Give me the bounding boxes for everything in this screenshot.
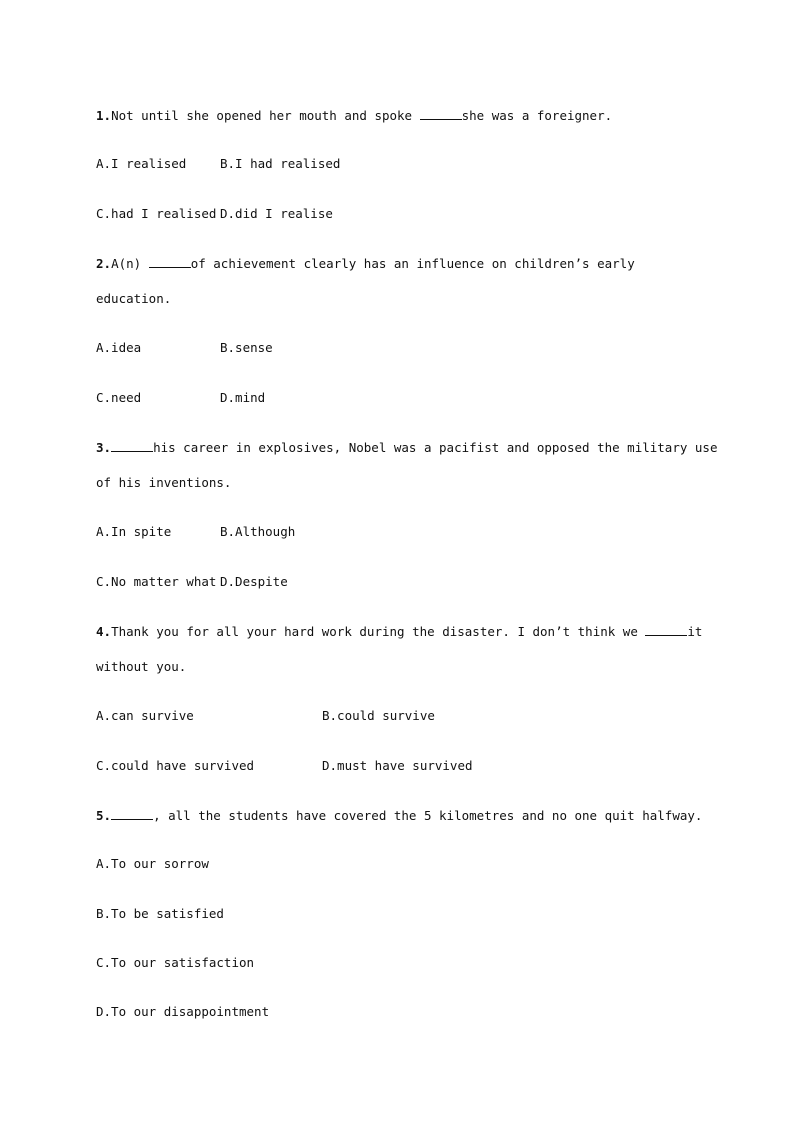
answer-blank <box>645 623 687 636</box>
option-d: D.must have survived <box>322 758 473 773</box>
question-number: 1. <box>96 108 112 123</box>
option-b: B.Although <box>220 524 296 539</box>
option-c: C.need <box>96 390 142 405</box>
option-c: C.had I realised <box>96 206 217 221</box>
question-2-stem <box>96 255 635 272</box>
stem-text: Thank you for all your hard work during the disaster. I don’t think we <box>111 624 646 639</box>
option-b: B.could survive <box>322 708 435 723</box>
question-4-stem <box>96 623 702 640</box>
stem-text: Not until she opened her mouth and spoke <box>111 108 420 123</box>
question-5-stem <box>96 807 702 824</box>
answer-blank <box>111 439 153 452</box>
option-b: B.To be satisfied <box>96 906 224 921</box>
option-c: C.No matter what <box>96 574 217 589</box>
option-a: A.To our sorrow <box>96 856 209 871</box>
option-a: A.In spite <box>96 524 172 539</box>
stem-text: of achievement clearly has an influence on children’s early <box>190 256 635 271</box>
option-d: D.Despite <box>220 574 288 589</box>
stem-text: A(n) <box>111 256 149 271</box>
exercise-page <box>96 0 718 1123</box>
question-number: 5. <box>96 808 112 823</box>
stem-text: , all the students have covered the 5 kilometres and no one quit halfway. <box>153 808 703 823</box>
stem-text: it <box>687 624 703 639</box>
option-d: D.mind <box>220 390 266 405</box>
question-4-stem-continued: without you. <box>96 659 187 674</box>
option-c: C.could have survived <box>96 758 255 773</box>
question-2-stem-continued: education. <box>96 291 172 306</box>
answer-blank <box>149 255 191 268</box>
question-3-stem <box>96 439 718 456</box>
question-1-stem <box>96 107 612 124</box>
option-a: A.idea <box>96 340 142 355</box>
option-d: D.To our disappointment <box>96 1004 270 1019</box>
answer-blank <box>111 807 153 820</box>
option-d: D.did I realise <box>220 206 333 221</box>
option-c: C.To our satisfaction <box>96 955 255 970</box>
answer-blank <box>420 107 462 120</box>
question-number: 3. <box>96 440 112 455</box>
option-b: B.I had realised <box>220 156 341 171</box>
option-b: B.sense <box>220 340 273 355</box>
stem-text: she was a foreigner. <box>461 108 613 123</box>
question-3-stem-continued: of his inventions. <box>96 475 232 490</box>
stem-text: his career in explosives, Nobel was a pacifist and opposed the military use <box>153 440 718 455</box>
option-a: A.can survive <box>96 708 194 723</box>
question-number: 4. <box>96 624 112 639</box>
option-a: A.I realised <box>96 156 187 171</box>
question-number: 2. <box>96 256 112 271</box>
